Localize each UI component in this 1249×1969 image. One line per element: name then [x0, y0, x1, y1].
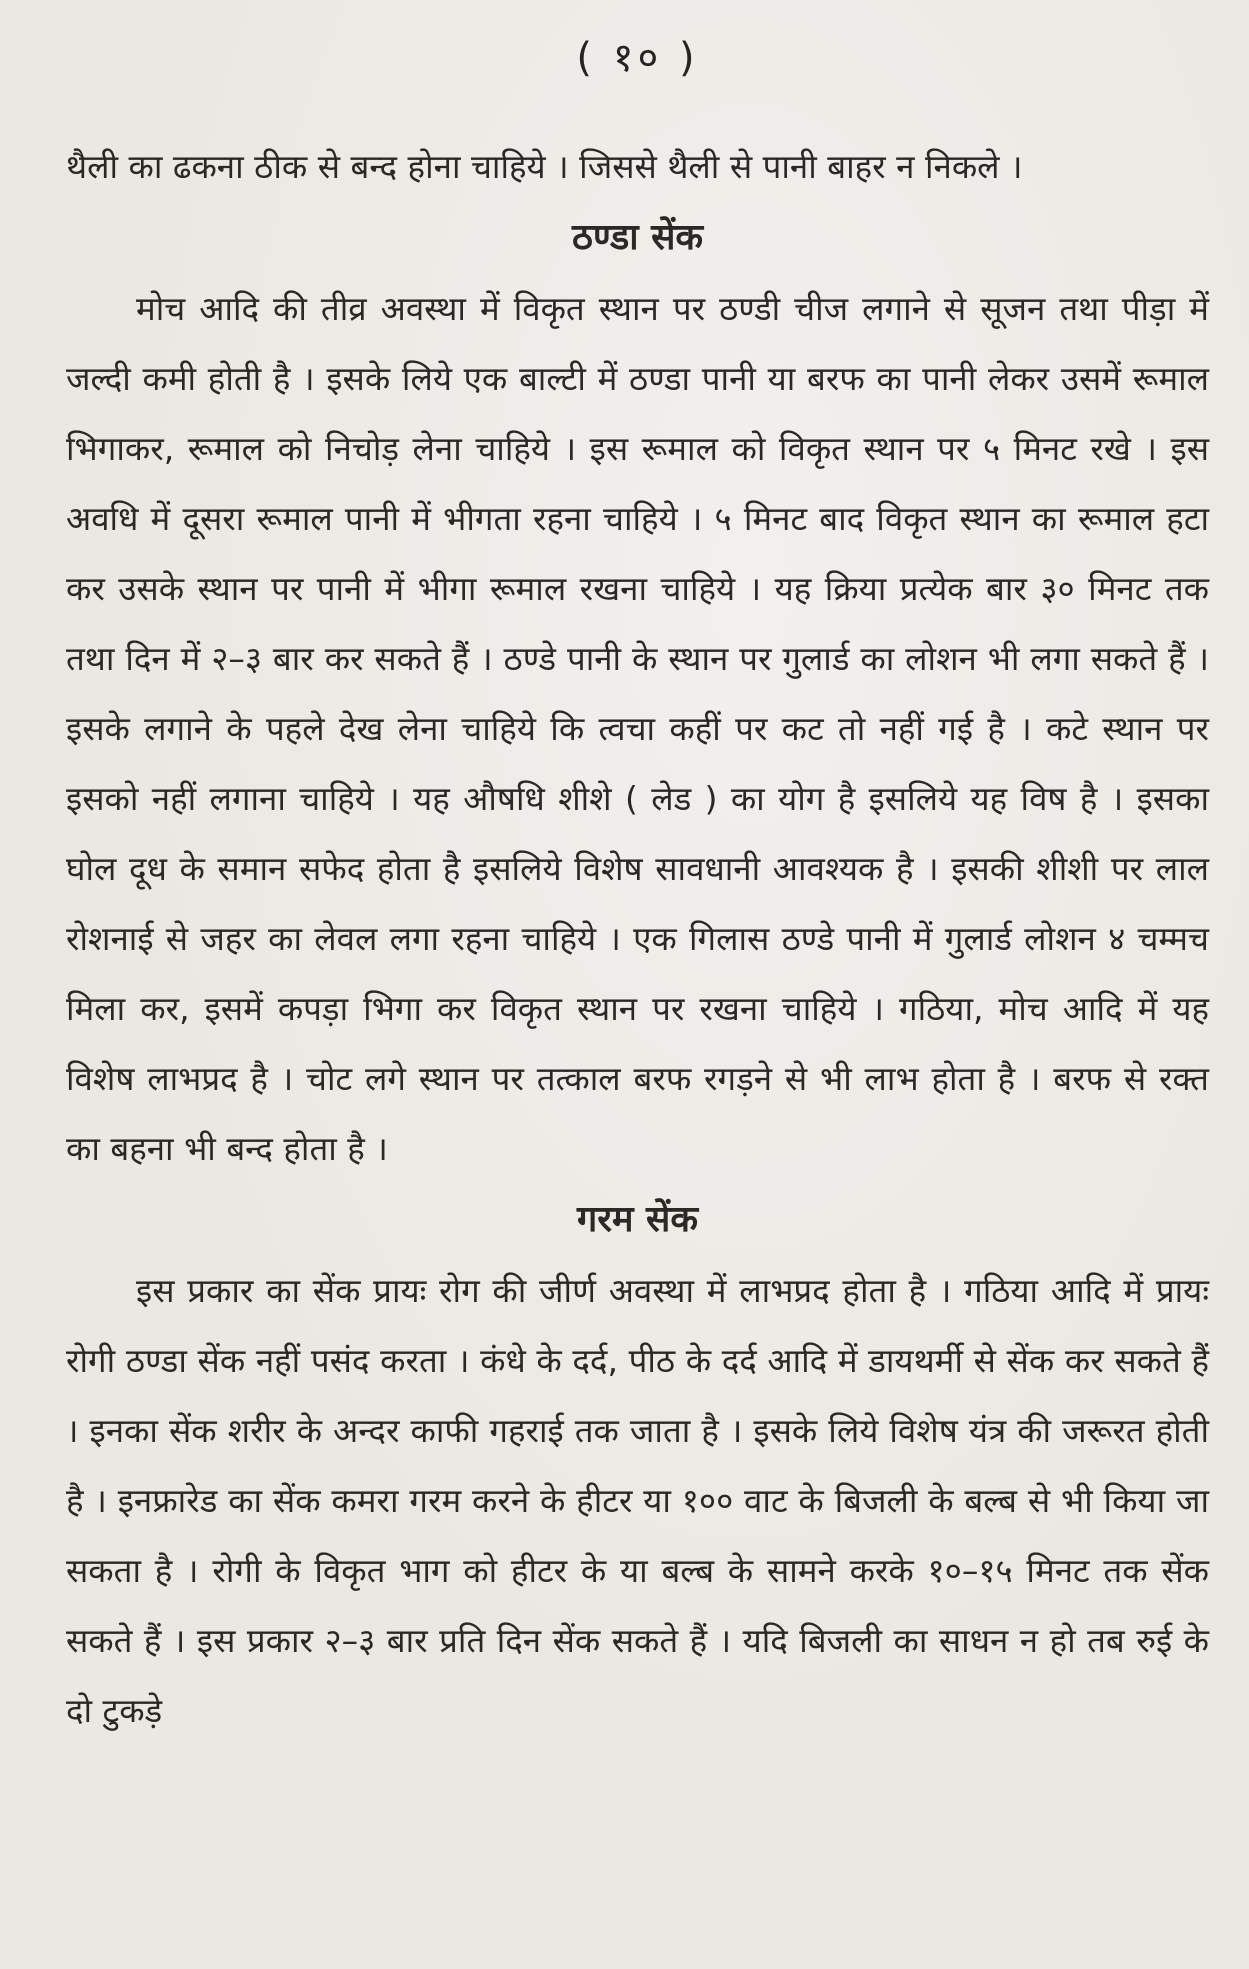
- paragraph-hot-compress: इस प्रकार का सेंक प्रायः रोग की जीर्ण अवस्था में लाभप्रद होता है । गठिया आदि में प्रायः रोगी ठण्डा सेंक नहीं पसंद करता । कंधे के दर्द, पीठ के दर्द आदि में डायथर्मी से सेंक कर सकते हैं । इनका सेंक शरीर के अन्दर काफी गहराई तक जाता है । इसके लिये विशेष यंत्र की जरूरत होती है । इनफ्रारेड का सेंक कमरा गरम करने के हीटर या १०० वाट के बिजली के बल्ब से भी किया जा सकता है । रोगी के विकृत भाग को हीटर के या बल्ब के सामने करके १०–१५ मिनट तक सेंक सकते हैं । इस प्रकार २–३ बार प्रति दिन सेंक सकते हैं । यदि बिजली का साधन न हो तब रुई के दो टुकड़े: [66, 1271, 1209, 1730]
- heading-hot-compress: गरम सेंक: [576, 1199, 699, 1240]
- page-number: ( १० ): [576, 35, 699, 81]
- paragraph-bag-lid: थैली का ढकना ठीक से बन्द होना चाहिये । जिससे थैली से पानी बाहर न निकले ।: [66, 147, 1023, 186]
- paragraph-cold-compress: मोच आदि की तीव्र अवस्था में विकृत स्थान पर ठण्डी चीज लगाने से सूजन तथा पीड़ा में जल्दी कमी होती है । इसके लिये एक बाल्टी में ठण्डा पानी या बरफ का पानी लेकर उसमें रूमाल भिगाकर, रूमाल को निचोड़ लेना चाहिये । इस रूमाल को विकृत स्थान पर ५ मिनट रखे । इस अवधि में दूसरा रूमाल पानी में भीगता रहना चाहिये । ५ मिनट बाद विकृत स्थान का रूमाल हटा कर उसके स्थान पर पानी में भीगा रूमाल रखना चाहिये । यह क्रिया प्रत्येक बार ३० मिनट तक तथा दिन में २–३ बार कर सकते हैं । ठण्डे पानी के स्थान पर गुलार्ड का लोशन भी लगा सकते हैं । इसके लगाने के पहले देख लेना चाहिये कि त्वचा कहीं पर कट तो नहीं गई है । कटे स्थान पर इसको नहीं लगाना चाहिये । यह औषधि शीशे ( लेड ) का योग है इसलिये यह विष है । इसका घोल दूध के समान सफेद होता है इसलिये विशेष सावधानी आवश्यक है । इसकी शीशी पर लाल रोशनाई से जहर का लेवल लगा रहना चाहिये । एक गिलास ठण्डे पानी में गुलार्ड लोशन ४ चम्मच मिला कर, इसमें कपड़ा भिगा कर विकृत स्थान पर रखना चाहिये । गठिया, मोच आदि में यह विशेष लाभप्रद है । चोट लगे स्थान पर तत्काल बरफ रगड़ने से भी लाभ होता है । बरफ से रक्त का बहना भी बन्द होता है ।: [66, 289, 1209, 1168]
- heading-cold-compress: ठण्डा सेंक: [571, 217, 704, 258]
